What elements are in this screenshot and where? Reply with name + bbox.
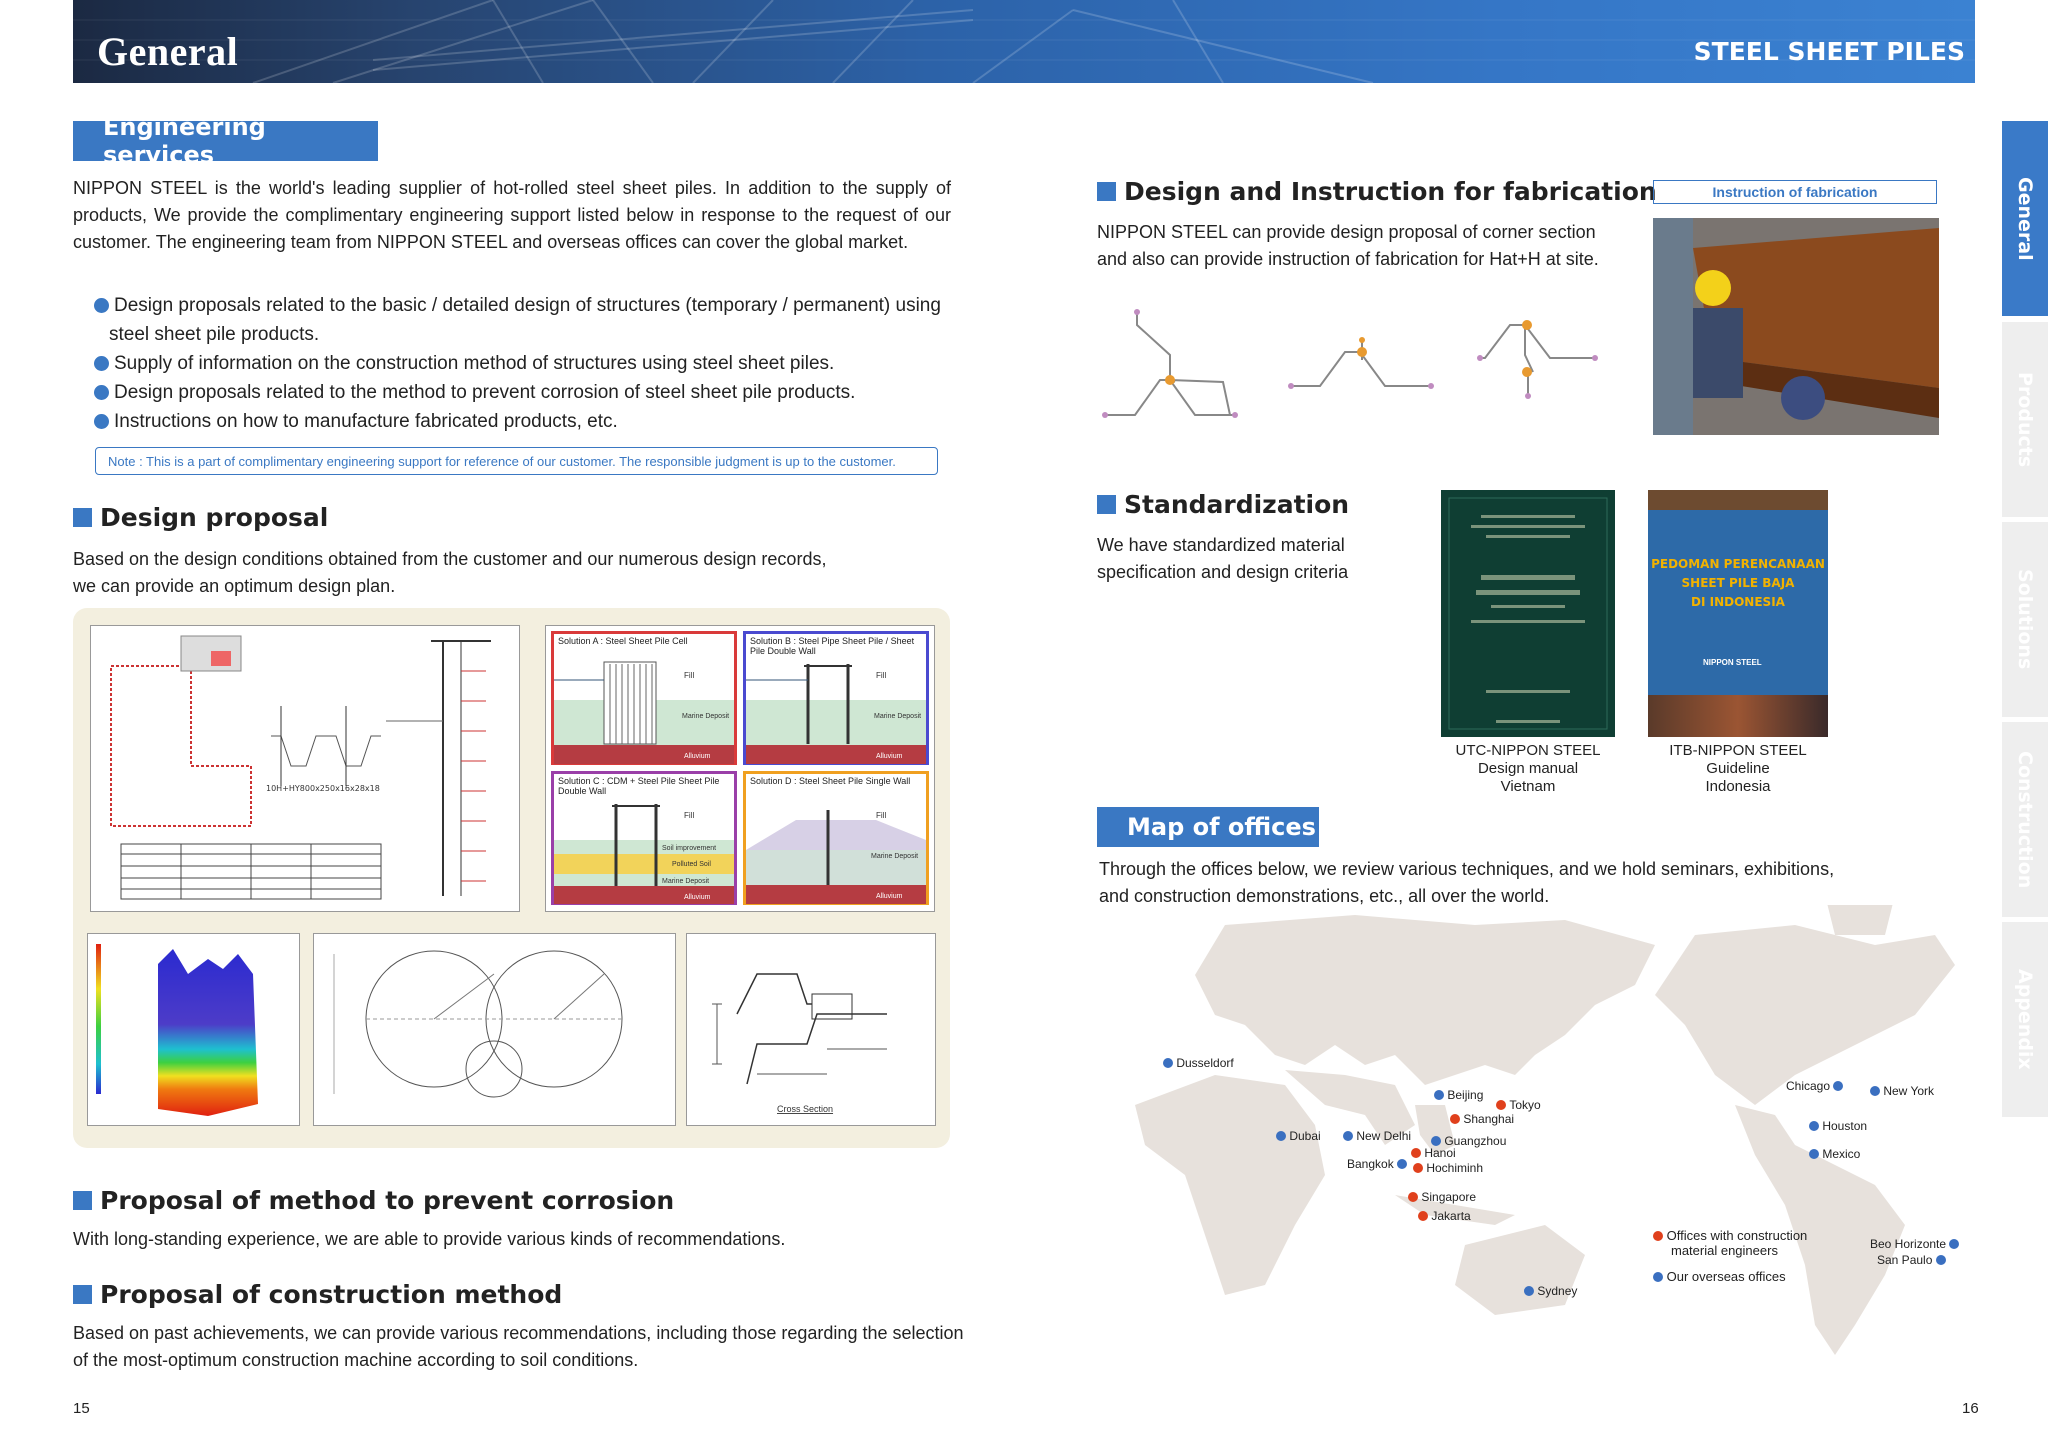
construction-method-line1: Based on past achievements, we can provide various recommendations, including those regarding the selection: [73, 1323, 964, 1343]
red-dot-icon: [1411, 1148, 1421, 1158]
office-label: Jakarta: [1431, 1209, 1471, 1223]
office-label: Mexico: [1822, 1147, 1861, 1161]
side-tab-label: Solutions: [2014, 569, 2036, 670]
office-dubai: [1276, 1129, 1321, 1143]
office-hanoi: [1411, 1146, 1456, 1160]
book-caption-indonesia: [1648, 742, 1828, 796]
blue-dot-icon: [1524, 1286, 1534, 1296]
heading-square-icon: [1097, 495, 1116, 514]
fabrication-line2: and also can provide instruction of fabrication for Hat+H at site.: [1097, 249, 1599, 269]
blue-dot-icon: [1870, 1086, 1880, 1096]
solutions-grid: [545, 625, 935, 912]
fabrication-line1: NIPPON STEEL can provide design proposal of corner section: [1097, 222, 1596, 242]
solution-d-label: Solution D : Steel Sheet Pile Single Wall: [750, 776, 911, 786]
office-sydney: [1524, 1284, 1577, 1298]
office-label: New Delhi: [1356, 1129, 1412, 1143]
blue-dot-icon: [1276, 1131, 1286, 1141]
layer-marine-label: Marine Deposit: [874, 713, 922, 720]
banner-crane-graphic: [73, 0, 1975, 83]
map-legend-engineers: [1653, 1228, 1807, 1258]
map-text-line2: and construction demonstrations, etc., all over the world.: [1099, 886, 1550, 906]
blue-dot-icon: [1434, 1090, 1444, 1100]
blue-dot-icon: [1343, 1131, 1353, 1141]
heading-text: Standardization: [1124, 490, 1350, 519]
solution-a-label: Solution A : Steel Sheet Pile Cell: [558, 636, 688, 646]
office-label: Bangkok: [1347, 1157, 1394, 1171]
heading-text: Proposal of construction method: [100, 1280, 563, 1309]
design-proposal-heading: [73, 503, 328, 532]
office-label: Houston: [1822, 1119, 1868, 1133]
blue-dot-icon: [1431, 1136, 1441, 1146]
side-tab-solutions[interactable]: [2002, 522, 2048, 717]
page-number-left: 15: [73, 1400, 90, 1417]
office-new-york: [1870, 1084, 1934, 1098]
layer-fill-label: Fill: [876, 671, 887, 680]
red-dot-icon: [1418, 1211, 1428, 1221]
heading-square-icon: [73, 1191, 92, 1210]
office-bangkok: [1347, 1157, 1407, 1171]
side-tab-label: Products: [2014, 371, 2036, 468]
list-item: Design proposals related to the basic / detailed design of structures (temporary / permanent) using: [92, 291, 972, 320]
book-cover-vietnam: [1441, 490, 1615, 737]
list-item: Instructions on how to manufacture fabricated products, etc.: [92, 407, 972, 436]
red-dot-icon: [1413, 1163, 1423, 1173]
layer-marine-label: Marine Deposit: [682, 713, 730, 720]
caption-line: Guideline: [1706, 760, 1770, 777]
side-tab-appendix[interactable]: [2002, 922, 2048, 1117]
office-label: Beijing: [1447, 1088, 1484, 1102]
layer-fill-label: Fill: [684, 811, 695, 820]
office-jakarta: [1418, 1209, 1471, 1223]
red-dot-icon: [1408, 1192, 1418, 1202]
layer-soil-improvement-label: Soil improvement: [662, 845, 717, 852]
office-chicago: [1786, 1079, 1843, 1093]
office-label: Hanoi: [1424, 1146, 1456, 1160]
section-caption: 10H+HY800x250x16x28x18: [266, 784, 380, 793]
page-number-right: 16: [1962, 1400, 1979, 1417]
red-dot-icon: [1496, 1100, 1506, 1110]
list-item: Design proposals related to the method to prevent corrosion of steel sheet pile products.: [92, 378, 972, 407]
office-new-delhi: [1343, 1129, 1411, 1143]
map-text-line1: Through the offices below, we review various techniques, and we hold seminars, exhibitions,: [1099, 859, 1835, 879]
solution-b-label: Solution B : Steel Pipe Sheet Pile / Sheet Pile Double Wall: [750, 636, 915, 656]
caption-line: Vietnam: [1500, 778, 1556, 795]
solution-d-box: [743, 771, 929, 905]
layer-alluvium-label: Alluvium: [684, 894, 711, 901]
legend-label: Offices with construction: [1666, 1228, 1808, 1243]
legend-label: material engineers: [1671, 1243, 1778, 1258]
blue-dot-icon: [1833, 1081, 1843, 1091]
legend-label: Our overseas offices: [1666, 1269, 1786, 1284]
office-label: San Paulo: [1877, 1253, 1933, 1267]
heading-text: Design proposal: [100, 503, 329, 532]
design-proposal-line2: we can provide an optimum design plan.: [73, 576, 396, 596]
engineering-intro: NIPPON STEEL is the world's leading supplier of hot-rolled steel sheet piles. In addition to the supply of products, We provide the complimentary engineering support listed below in response to the request of our customer. The engineering team from NIPPON STEEL and overseas offices can cover the global market.: [73, 178, 951, 252]
blue-dot-icon: [1397, 1159, 1407, 1169]
layer-fill-label: Fill: [684, 671, 695, 680]
fem-contour-plot: [87, 933, 300, 1126]
caption-line: Indonesia: [1705, 778, 1771, 795]
office-singapore: [1408, 1190, 1476, 1204]
caption-line: ITB-NIPPON STEEL: [1669, 742, 1807, 759]
office-label: Singapore: [1421, 1190, 1477, 1204]
layer-alluvium-label: Alluvium: [684, 753, 711, 760]
engineering-services-pill: Engineering services: [73, 121, 378, 161]
office-dusseldorf: [1163, 1056, 1234, 1070]
design-figures-panel: [73, 608, 950, 1148]
blue-dot-icon: [1809, 1149, 1819, 1159]
corrosion-heading: [73, 1186, 674, 1215]
office-label: Hochiminh: [1426, 1161, 1484, 1175]
caption-line: Design manual: [1477, 760, 1579, 777]
cell-circle-drawing: [313, 933, 676, 1126]
fabrication-photo: [1653, 218, 1939, 435]
office-houston: [1809, 1119, 1867, 1133]
office-mexico: [1809, 1147, 1860, 1161]
heading-square-icon: [1097, 182, 1116, 201]
office-label: Tokyo: [1509, 1098, 1541, 1112]
corner-section-sketches: [1095, 300, 1635, 425]
side-tab-label: Construction: [2014, 750, 2036, 889]
fabrication-heading: [1097, 177, 1657, 206]
layer-marine-label: Marine Deposit: [662, 878, 710, 885]
side-tab-products[interactable]: [2002, 322, 2048, 517]
book-cover-title: SHEET PILE BAJA: [1681, 576, 1795, 590]
office-label: Guangzhou: [1444, 1134, 1507, 1148]
blue-dot-icon: [1949, 1239, 1959, 1249]
list-item-continuation: steel sheet pile products.: [109, 324, 320, 345]
page-title: General: [97, 29, 239, 74]
engineering-bullet-list: [92, 291, 972, 436]
blue-dot-icon: [1809, 1121, 1819, 1131]
office-label: Dubai: [1289, 1129, 1321, 1143]
blue-dot-icon: [1163, 1058, 1173, 1068]
book-caption-vietnam: [1441, 742, 1615, 796]
office-label: Chicago: [1786, 1079, 1831, 1093]
side-tab-general[interactable]: [2002, 121, 2048, 316]
side-tab-label: Appendix: [2014, 969, 2036, 1070]
book-cover-title: DI INDONESIA: [1691, 595, 1785, 609]
plan-drawing: [90, 625, 520, 912]
office-label: Beo Horizonte: [1870, 1237, 1947, 1251]
layer-fill-label: Fill: [876, 811, 887, 820]
layer-alluvium-label: Alluvium: [876, 893, 903, 900]
standardization-line1: We have standardized material: [1097, 535, 1345, 555]
map-legend-overseas: [1653, 1269, 1786, 1284]
map-of-offices-pill: Map of offices: [1097, 807, 1319, 847]
disclaimer-note: Note : This is a part of complimentary engineering support for reference of our customer. The responsible judgment is up to the customer.: [95, 447, 938, 475]
standardization-line2: specification and design criteria: [1097, 562, 1349, 582]
cross-section-drawing: [686, 933, 936, 1126]
side-tab-construction[interactable]: [2002, 722, 2048, 917]
blue-dot-icon: [1653, 1272, 1663, 1282]
construction-method-heading: [73, 1280, 562, 1309]
office-san-paulo: [1877, 1253, 1946, 1267]
office-hochiminh: [1413, 1161, 1483, 1175]
office-beijing: [1434, 1088, 1483, 1102]
office-beo-horizonte: [1870, 1237, 1959, 1251]
layer-polluted-label: Polluted Soil: [672, 861, 711, 868]
red-dot-icon: [1653, 1231, 1663, 1241]
cross-section-label: Cross Section: [777, 1104, 834, 1114]
caption-line: UTC-NIPPON STEEL: [1455, 742, 1601, 759]
book-cover-brand: NIPPON STEEL: [1703, 658, 1762, 667]
solution-c-label: Solution C : CDM + Steel Pile Sheet Pile Double Wall: [558, 776, 720, 796]
office-tokyo: [1496, 1098, 1541, 1112]
book-cover-title: PEDOMAN PERENCANAAN: [1651, 557, 1825, 571]
standardization-heading: [1097, 490, 1349, 519]
list-item: Supply of information on the construction method of structures using steel sheet piles.: [92, 349, 972, 378]
solution-b-box: [743, 631, 929, 765]
heading-square-icon: [73, 508, 92, 527]
design-proposal-line1: Based on the design conditions obtained from the customer and our numerous design records,: [73, 549, 827, 569]
heading-text: Design and Instruction for fabrication: [1124, 177, 1657, 206]
office-label: Dusseldorf: [1176, 1056, 1234, 1070]
solution-a-box: [551, 631, 737, 765]
red-dot-icon: [1450, 1114, 1460, 1124]
section-title: STEEL SHEET PILES: [1693, 37, 1965, 66]
book-cover-indonesia: [1648, 490, 1828, 737]
heading-text: Proposal of method to prevent corrosion: [100, 1186, 675, 1215]
office-label: Shanghai: [1463, 1112, 1515, 1126]
blue-dot-icon: [1936, 1255, 1946, 1265]
office-label: New York: [1883, 1084, 1935, 1098]
heading-square-icon: [73, 1285, 92, 1304]
header-banner: [73, 0, 1975, 83]
layer-marine-label: Marine Deposit: [871, 853, 919, 860]
solution-c-box: [551, 771, 737, 905]
office-label: Sydney: [1537, 1284, 1578, 1298]
office-shanghai: [1450, 1112, 1514, 1126]
corrosion-text: With long-standing experience, we are able to provide various kinds of recommendations.: [73, 1229, 786, 1249]
layer-alluvium-label: Alluvium: [876, 753, 903, 760]
fabrication-photo-label: Instruction of fabrication: [1653, 180, 1937, 204]
construction-method-line2: of the most-optimum construction machine according to soil conditions.: [73, 1350, 639, 1370]
side-tab-label: General: [2014, 176, 2036, 261]
